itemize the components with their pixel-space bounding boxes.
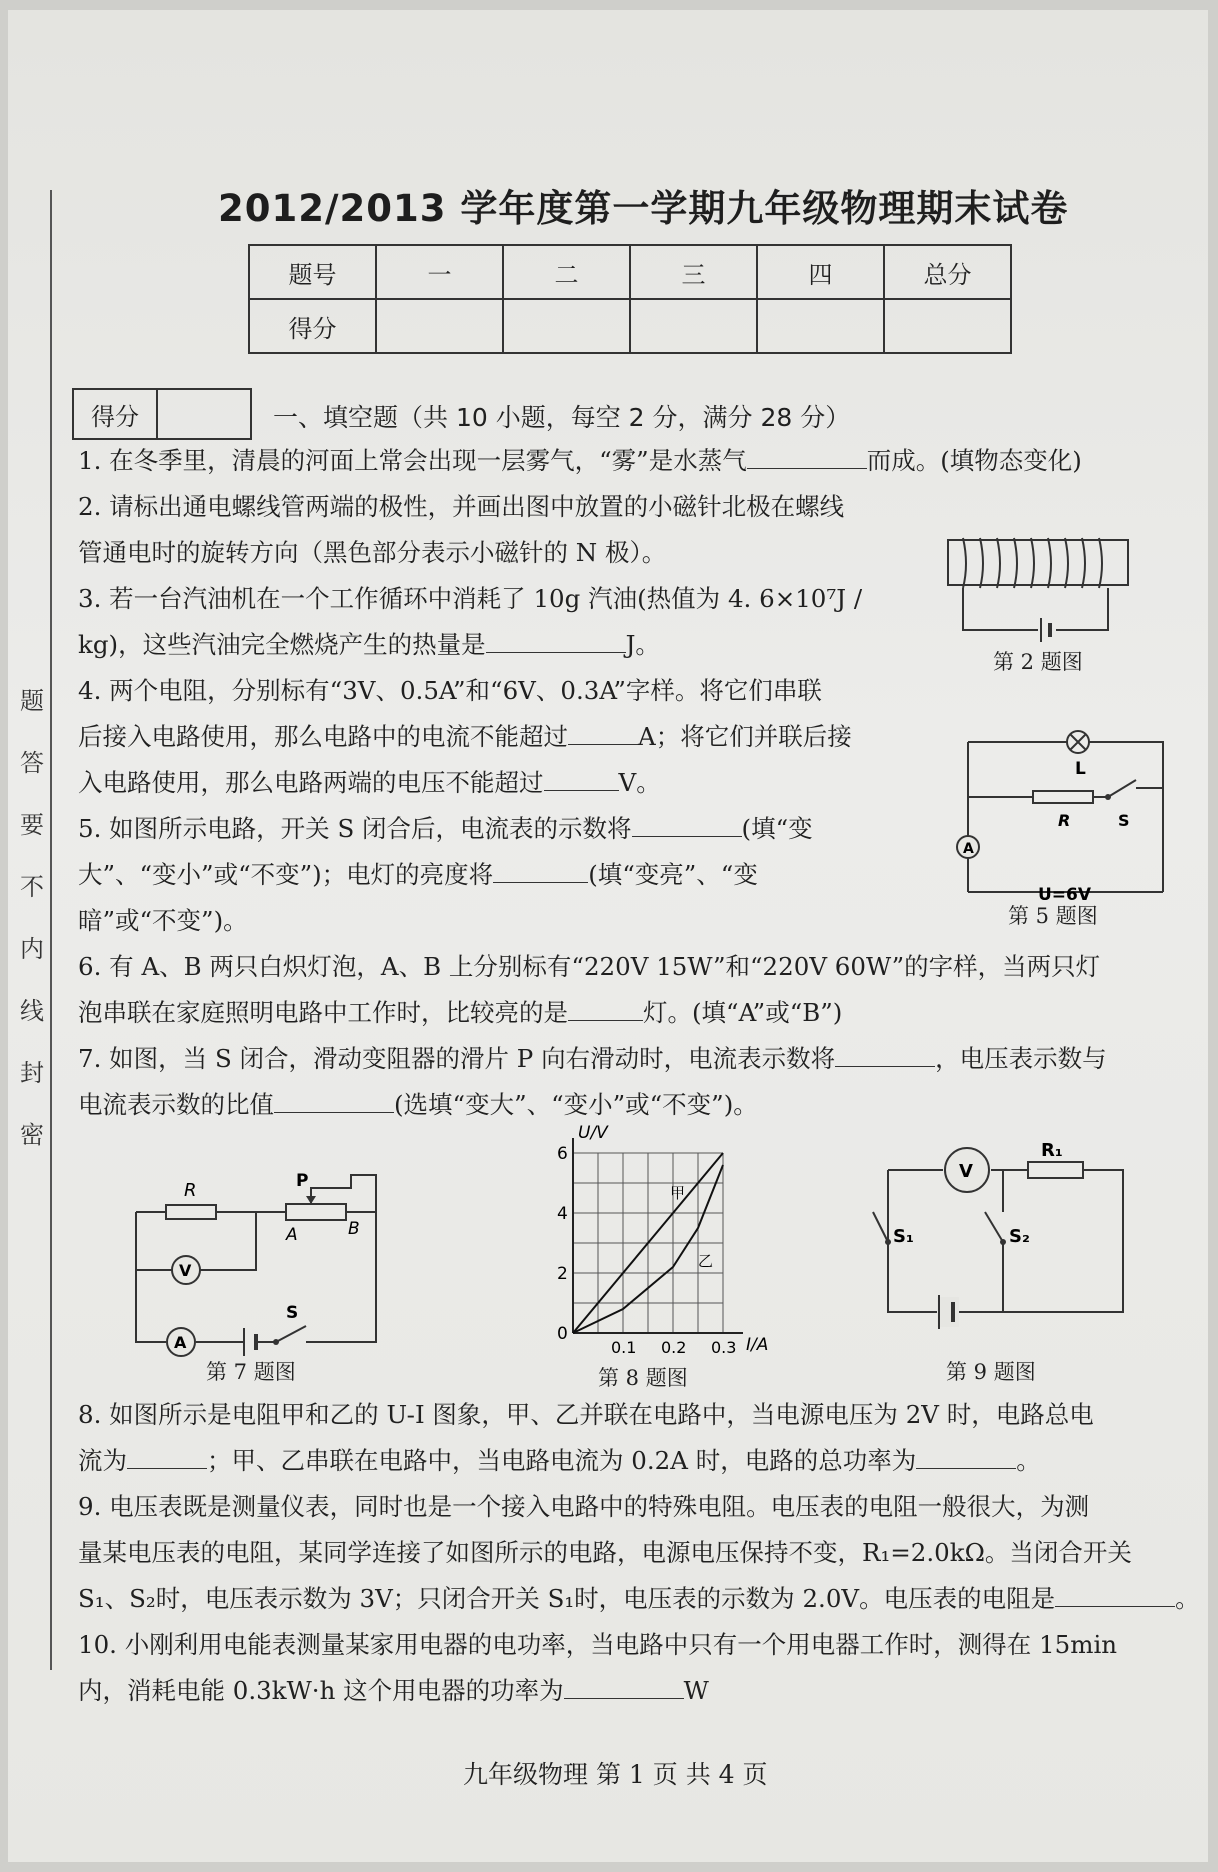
fig5-label-A: A [963, 841, 974, 857]
answer-blank[interactable] [127, 1440, 207, 1469]
figure-8-caption: 第 8 题图 [598, 1366, 688, 1390]
answer-blank[interactable] [1055, 1578, 1175, 1607]
section-score-input[interactable] [157, 389, 251, 439]
question-text: 而成。(填物态变化) [866, 446, 1082, 475]
question-text: A；将它们并联后接 [638, 722, 852, 751]
answer-blank[interactable] [835, 1038, 935, 1067]
answer-blank[interactable] [747, 440, 867, 469]
slider-wire [311, 1175, 376, 1212]
question-6-line1: 6. 有 A、B 两只白炽灯泡，A、B 上分别标有“220V 15W”和“220V 60W”的字样，当两只灯 [78, 952, 1101, 981]
fig5-label-R: R [1058, 811, 1071, 830]
fig5-label-U: U=6V [1038, 885, 1092, 905]
seal-char: 要 [20, 811, 44, 839]
seal-line [50, 190, 52, 1670]
exam-paper [8, 10, 1208, 1862]
fig9-battery-gap [937, 1297, 959, 1327]
answer-blank[interactable] [564, 1670, 684, 1699]
question-8-line2 [78, 1438, 1041, 1484]
switch-blade [1108, 780, 1136, 797]
score-cell: 四 [757, 245, 884, 299]
question-text: (填“变亮”、“变 [588, 860, 758, 889]
question-text: 7. 如图，当 S 闭合，滑动变阻器的滑片 P 向右滑动时，电流表示数将 [78, 1044, 836, 1073]
seal-text [18, 670, 46, 1166]
score-cell: 题号 [249, 245, 376, 299]
seal-char: 线 [20, 997, 44, 1025]
seal-char: 答 [20, 749, 44, 777]
question-7-line1 [78, 1036, 1107, 1082]
score-input-cell[interactable] [376, 299, 503, 353]
question-5-line3: 暗”或“不变”)。 [78, 906, 248, 935]
score-input-cell[interactable] [757, 299, 884, 353]
fig7-label-A-end: A [286, 1225, 298, 1245]
section-score-label: 得分 [73, 389, 157, 439]
score-input-cell[interactable] [884, 299, 1011, 353]
solenoid-wire [963, 588, 1108, 630]
x-tick-label: 0.2 [661, 1338, 687, 1357]
answer-blank[interactable] [493, 854, 588, 883]
figure-5-circuit [958, 722, 1178, 905]
seal-char: 密 [20, 1121, 44, 1149]
score-input-cell[interactable] [630, 299, 757, 353]
figure-9-circuit [853, 1140, 1133, 1332]
section-heading: 一、填空题（共 10 小题，每空 2 分，满分 28 分） [273, 403, 851, 432]
chart-ylabel: U/V [578, 1123, 608, 1143]
fig7-resistor-icon [166, 1205, 216, 1219]
y-tick-label: 0 [557, 1324, 568, 1344]
answer-blank[interactable] [916, 1440, 1016, 1469]
answer-blank[interactable] [568, 992, 643, 1021]
figure-2-solenoid [938, 530, 1138, 640]
question-text: V。 [618, 768, 661, 797]
fig9-label-V: V [959, 1161, 973, 1182]
question-4-line1: 4. 两个电阻，分别标有“3V、0.5A”和“6V、0.3A”字样。将它们串联 [78, 676, 822, 705]
fig9-label-S2: S₂ [1009, 1226, 1030, 1247]
question-9-line1: 9. 电压表既是测量仪表，同时也是一个接入电路中的特殊电阻。电压表的电阻一般很大，为测 [78, 1492, 1090, 1521]
question-text: 。 [1016, 1446, 1041, 1475]
fig7-label-V: V [179, 1261, 192, 1280]
resistor-icon [1033, 791, 1093, 803]
slider-arrow [306, 1196, 316, 1204]
fig9-resistor-icon [1028, 1162, 1083, 1178]
fig7-switch-blade [276, 1326, 306, 1342]
question-text: (选填“变大”、“变小”或“不变”)。 [394, 1090, 758, 1119]
question-10-line2 [78, 1668, 709, 1714]
question-6-line2 [78, 990, 842, 1036]
question-text: 内，消耗电能 0.3kW·h 这个用电器的功率为 [78, 1676, 564, 1705]
fig5-label-S: S [1118, 811, 1130, 830]
question-2-line1: 2. 请标出通电螺线管两端的极性，并画出图中放置的小磁针北极在螺线 [78, 492, 845, 521]
question-9-line2: 量某电压表的电阻，某同学连接了如图所示的电路，电源电压保持不变，R₁=2.0kΩ。当闭合开关 [78, 1538, 1132, 1567]
series-label-yi: 乙 [698, 1252, 714, 1270]
rheostat-icon [286, 1204, 346, 1220]
question-text: 后接入电路使用，那么电路中的电流不能超过 [78, 722, 568, 751]
seal-char: 封 [20, 1059, 44, 1087]
seal-char: 内 [20, 935, 44, 963]
y-tick-label: 4 [557, 1204, 568, 1224]
question-3-line1: 3. 若一台汽油机在一个工作循环中消耗了 10g 汽油(热值为 4. 6×10⁷J / [78, 584, 863, 613]
answer-blank[interactable] [486, 624, 626, 653]
question-9-line3 [78, 1576, 1200, 1622]
question-text: 泡串联在家庭照明电路中工作时，比较亮的是 [78, 998, 568, 1027]
question-8-line1: 8. 如图所示是电阻甲和乙的 U-I 图象，甲、乙并联在电路中，当电源电压为 2V 时，电路总电 [78, 1400, 1094, 1429]
question-text: ；甲、乙串联在电路中，当电路电流为 0.2A 时，电路的总功率为 [207, 1446, 917, 1475]
question-text: 5. 如图所示电路，开关 S 闭合后，电流表的示数将 [78, 814, 632, 843]
score-cell: 总分 [884, 245, 1011, 299]
answer-blank[interactable] [568, 716, 638, 745]
seal-char: 题 [20, 687, 44, 715]
fig7-label-R: R [184, 1180, 197, 1201]
question-5-line1 [78, 806, 813, 852]
question-2-line2: 管通电时的旋转方向（黑色部分表示小磁针的 N 极）。 [78, 538, 667, 567]
fig9-switch1-pivot [885, 1239, 891, 1245]
series-label-jia: 甲 [670, 1184, 686, 1202]
question-10-line1: 10. 小刚利用电能表测量某家用电器的电功率，当电路中只有一个用电器工作时，测得在 15min [78, 1630, 1118, 1659]
question-5-line2 [78, 852, 758, 898]
section-score-box [72, 388, 252, 440]
question-text: 大”、“变小”或“不变”)；电灯的亮度将 [78, 860, 494, 889]
question-text: S₁、S₂时，电压表示数为 3V；只闭合开关 S₁时，电压表的示数为 2.0V。电压表的电阻是 [78, 1584, 1056, 1613]
answer-blank[interactable] [274, 1084, 394, 1113]
figure-8-chart [528, 1118, 778, 1357]
lamp-cross [1070, 734, 1086, 750]
score-input-cell[interactable] [503, 299, 630, 353]
score-cell: 一 [376, 245, 503, 299]
question-text: J。 [625, 630, 660, 659]
fig5-label-L: L [1075, 759, 1086, 779]
fig7-label-Am: A [174, 1333, 187, 1352]
question-text: ，电压表示数与 [935, 1044, 1107, 1073]
fig9-label-S1: S₁ [893, 1226, 914, 1247]
answer-blank[interactable] [632, 808, 742, 837]
question-text: 。 [1175, 1584, 1200, 1613]
fig9-switch2-pivot [1000, 1239, 1006, 1245]
figure-5-caption: 第 5 题图 [1008, 904, 1098, 928]
question-4-line2 [78, 714, 852, 760]
score-cell: 得分 [249, 299, 376, 353]
fig7-label-B-end: B [348, 1219, 360, 1239]
fig7-label-P: P [296, 1171, 309, 1191]
question-3-line2 [78, 622, 660, 668]
page-footer: 九年级物理 第 1 页 共 4 页 [463, 1760, 768, 1789]
question-text: 电流表示数的比值 [78, 1090, 274, 1119]
chart-xlabel: I/A [746, 1335, 769, 1355]
score-cell: 二 [503, 245, 630, 299]
question-4-line3 [78, 760, 661, 806]
question-text: W [683, 1676, 709, 1705]
seal-char: 不 [20, 873, 44, 901]
score-table-header-row [249, 245, 1011, 299]
chart-ticks [557, 1144, 736, 1357]
score-cell: 三 [630, 245, 757, 299]
y-tick-label: 6 [557, 1144, 568, 1164]
question-1 [78, 438, 1082, 484]
fig7-label-S: S [286, 1303, 299, 1323]
figure-7-circuit [126, 1170, 416, 1350]
fig9-switch2-blade [985, 1212, 1003, 1242]
x-tick-label: 0.3 [711, 1338, 737, 1357]
figure-9-caption: 第 9 题图 [946, 1360, 1036, 1384]
x-tick-label: 0.1 [611, 1338, 637, 1357]
fig9-label-R1: R₁ [1041, 1140, 1063, 1161]
score-table-score-row [249, 299, 1011, 353]
fig9-switch1-blade [873, 1212, 888, 1242]
question-text: 1. 在冬季里，清晨的河面上常会出现一层雾气，“雾”是水蒸气 [78, 446, 747, 475]
question-text: 流为 [78, 1446, 127, 1475]
question-text: 灯。(填“A”或“B”) [643, 998, 843, 1027]
question-text: (填“变 [741, 814, 813, 843]
figure-2-caption: 第 2 题图 [993, 650, 1083, 674]
question-text: kg)，这些汽油完全燃烧产生的热量是 [78, 630, 486, 659]
solenoid-coils [963, 538, 1102, 588]
y-tick-label: 2 [557, 1264, 568, 1284]
page-title: 2012/2013 学年度第一学期九年级物理期末试卷 [218, 187, 1069, 230]
answer-blank[interactable] [544, 762, 619, 791]
score-table [248, 244, 1012, 354]
figure-7-caption: 第 7 题图 [206, 1360, 296, 1384]
question-text: 入电路使用，那么电路两端的电压不能超过 [78, 768, 544, 797]
